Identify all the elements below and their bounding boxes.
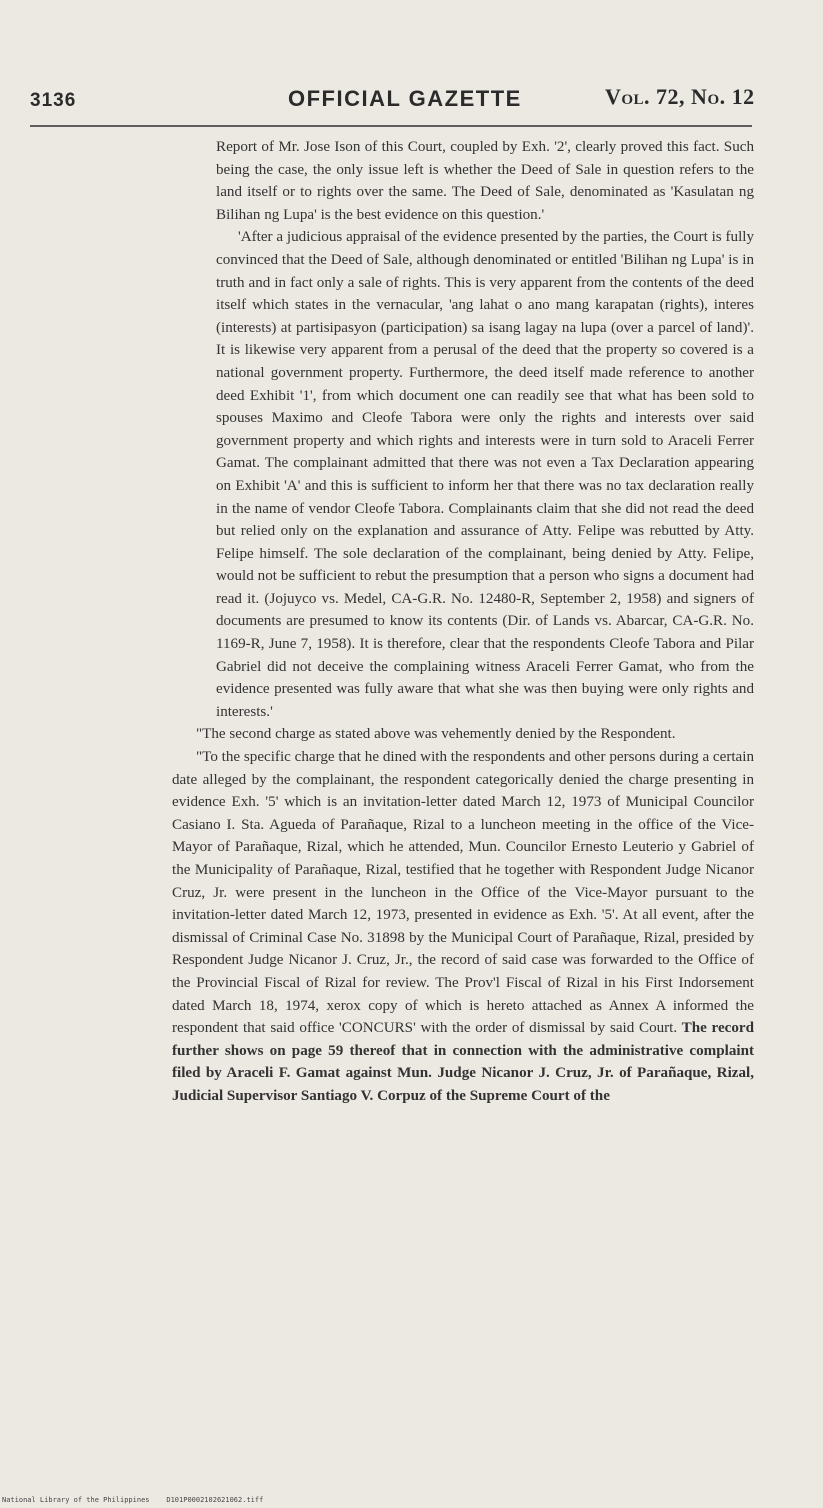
volume-issue: Vol. 72, No. 12: [605, 84, 755, 109]
page-header: [0, 0, 823, 135]
library-credit: National Library of the Philippines: [2, 1496, 150, 1504]
scan-footer: [2, 1496, 263, 1504]
quote-paragraph: Report of Mr. Jose Ison of this Court, coupled by Exh. '2', clearly proved this fact. Such being the case, the only issue left is whether the Deed of Sale in question refers to the land itself or to rights over the same. The Deed of Sale, denominated as 'Kasulatan ng Bilihan ng Lupa' is the best evidence on this question.': [216, 139, 754, 223]
body-paragraph: [172, 746, 754, 1108]
body-paragraph: "The second charge as stated above was vehemently denied by the Respondent.: [196, 726, 676, 743]
article-body: [172, 136, 754, 1108]
running-title: OFFICIAL GAZETTE: [288, 86, 522, 111]
quoted-block: [172, 136, 754, 723]
scan-file-id: D101P0002102621062.tiff: [166, 1496, 264, 1504]
page-number: 3136: [30, 90, 77, 111]
paragraph-text: "To the specific charge that he dined with the respondents and other persons during a certain date alleged by the complainant, the respondent categorically denied the charge presenting in evidence Exh. '5' which is an invitation-letter dated March 12, 1973 of Municipal Councilor Casiano I. Sta. Agueda of Parañaque, Rizal to a luncheon meeting in the office of the Vice-Mayor of Parañaque, Rizal, which he attended, Mun. Councilor Ernesto Leuterio y Gabriel of the Municipality of Parañaque, Rizal, testified that he together with Respondent Judge Nicanor Cruz, Jr. were present in the luncheon in the Office of the Vice-Mayor pursuant to the invitation-letter dated March 12, 1973, presented in evidence as Exh. '5'. At all event, after the dismissal of Criminal Case No. 31898 by the Municipal Court of Parañaque, Rizal, presided by Respondent Judge Nicanor J. Cruz, Jr., the record of said case was forwarded to the Office of the Provincial Fiscal of Rizal for review. The Prov'l Fiscal of Rizal in his First Indorsement dated March 18, 1974, xerox copy of which is hereto attached as Annex A informed the respondent that said office 'CONCURS' with the order of dismissal by said Court.: [172, 749, 754, 1037]
quote-paragraph: 'After a judicious appraisal of the evidence presented by the parties, the Court is fully convinced that the Deed of Sale, although denominated or entitled 'Bilihan ng Lupa' is in truth and in fact only a sale of rights. This is very apparent from the contents of the deed itself which states in the vernacular, 'ang lahat o ano mang karapatan (rights), interes (interests) at partisipasyon (participation) sa isang lagay na lupa (over a parcel of land)'. It is likewise very apparent from a perusal of the deed that the property so covered is a national government property. Furthermore, the deed itself made reference to another deed Exhibit '1', from which document one can readily see that what has been sold to spouses Maximo and Cleofe Tabora were only the rights and interests over said government property and which rights and interests were in turn sold to Araceli Ferrer Gamat. The complainant admitted that there was not even a Tax Declaration appearing on Exhibit 'A' and this is sufficient to inform her that there was no tax declaration really in the name of vendor Cleofe Tabora. Complainants claim that she did not read the deed but relied only on the explanation and assurance of Atty. Felipe was rebutted by Atty. Felipe himself. The sole declaration of the complainant, being denied by Atty. Felipe, would not be sufficient to rebut the presumption that a person who signs a document had read it. (Jojuyco vs. Medel, CA-G.R. No. 12480-R, September 2, 1958) and signers of documents are presumed to know its contents (Dir. of Lands vs. Abarcar, CA-G.R. No. 1169-R, June 7, 1958). It is therefore, clear that the respondents Cleofe Tabora and Pilar Gabriel did not deceive the complaining witness Araceli Ferrer Gamat, who from the evidence presented was fully aware that what she was then buying were only rights and interests.': [216, 229, 754, 720]
paragraph-text-bold: The record further shows on page 59 thereof that in connection with the administrative complaint filed by Araceli F. Gamat against Mun. Judge Nicanor J. Cruz, Jr. of Parañaque, Rizal, Judicial Supervisor Santiago V. Corpuz of the Supreme Court of the: [172, 1020, 754, 1104]
header-rule: [30, 125, 752, 127]
